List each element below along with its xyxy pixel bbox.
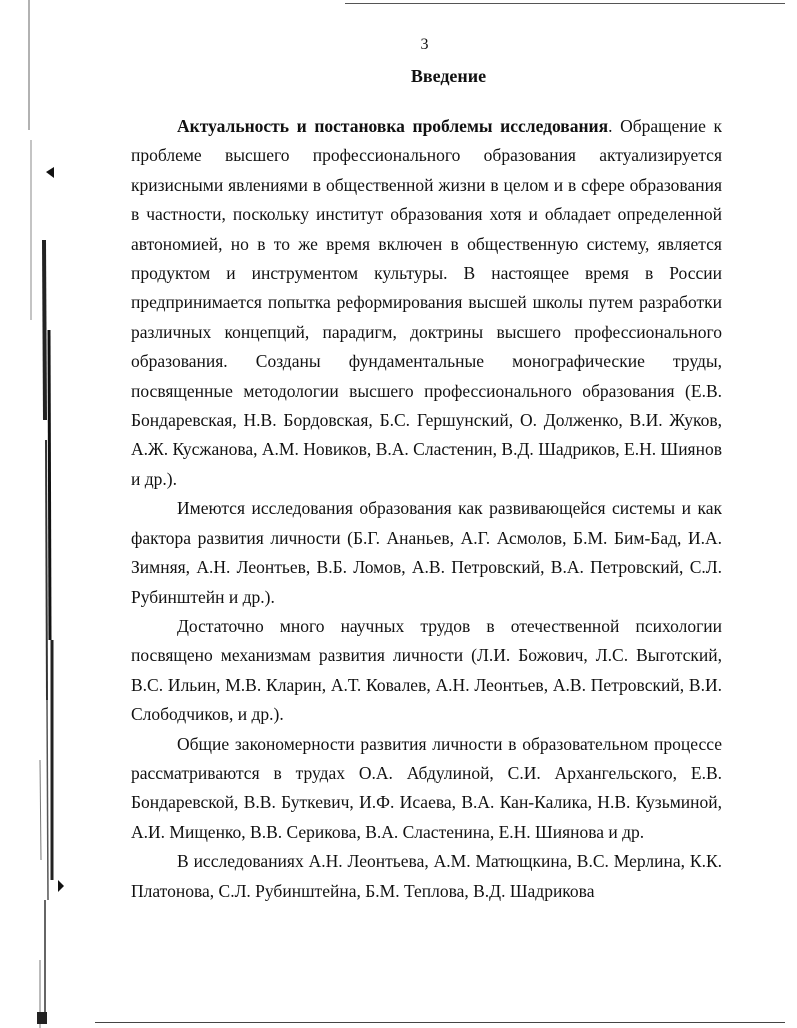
- paragraph-text: Достаточно много научных трудов в отечественной психологии посвящено механизмам развития личности (Л.И. Божович, Л.С. Выготский, В.С. Ильин, М.В. Кларин, А.Т. Ковалев, А.Н. Леонтьев, А.В. Петровский, В.И. Слободчиков, и др.).: [131, 615, 722, 725]
- paragraph-lead-heading: Актуальность и постановка проблемы исследования: [177, 116, 609, 136]
- page-number: 3: [420, 36, 429, 53]
- paragraph-text: . Обращение к проблеме высшего профессионального образования актуализируется кризисными явлениями в общественной жизни в целом и в сфере образования в частности, поскольку институт образования хотя и обладает определенной автономией, но в то же время включен в общественную систему, является продуктом и инструментом культуры. В настоящее время в России предпринимается попытка реформирования высшей школы путем разработки различных концепций, парадигм, доктрины высшего профессионального образования. Созданы фундаментальные монографические труды, посвященные методологии высшего профессионального образования (Е.В. Бондаревская, Н.В. Бордовская, Б.С. Гершунский, О. Долженко, В.И. Жуков, А.Ж. Кусжанова, А.М. Новиков, В.А. Сластенин, В.Д. Шадриков, Е.Н. Шиянов и др.).: [131, 116, 722, 489]
- paragraph-text: В исследованиях А.Н. Леонтьева, А.М. Матющкина, В.С. Мерлина, К.К. Платонова, С.Л. Рубинштейна, Б.М. Теплова, В.Д. Шадрикова: [131, 851, 722, 901]
- scan-binding-edge-artifact: [0, 0, 70, 1028]
- scan-bottom-edge-line: [95, 1022, 785, 1023]
- paragraph-text: Имеются исследования образования как развивающейся системы и как фактора развития личности (Б.Г. Ананьев, А.Г. Асмолов, Б.М. Бим-Бад, И.А. Зимняя, А.Н. Леонтьев, В.Б. Ломов, А.В. Петровский, В.А. Петровский, С.Л. Рубинштейн и др.).: [131, 498, 722, 607]
- paragraph-relevance: [131, 112, 722, 494]
- paragraph-text: Общие закономерности развития личности в образовательном процессе рассматриваются в трудах О.А. Абдулиной, С.И. Архангельского, Е.В. Бондаревской, В.В. Буткевич, И.Ф. Исаева, В.А. Кан-Калика, Н.В. Кузьминой, А.И. Мищенко, В.В. Серикова, В.А. Сластенина, Е.Н. Шиянова и др.: [131, 733, 722, 842]
- page-title: Введение: [410, 66, 487, 86]
- scan-top-edge-line: [345, 3, 785, 4]
- document-body: [131, 112, 722, 906]
